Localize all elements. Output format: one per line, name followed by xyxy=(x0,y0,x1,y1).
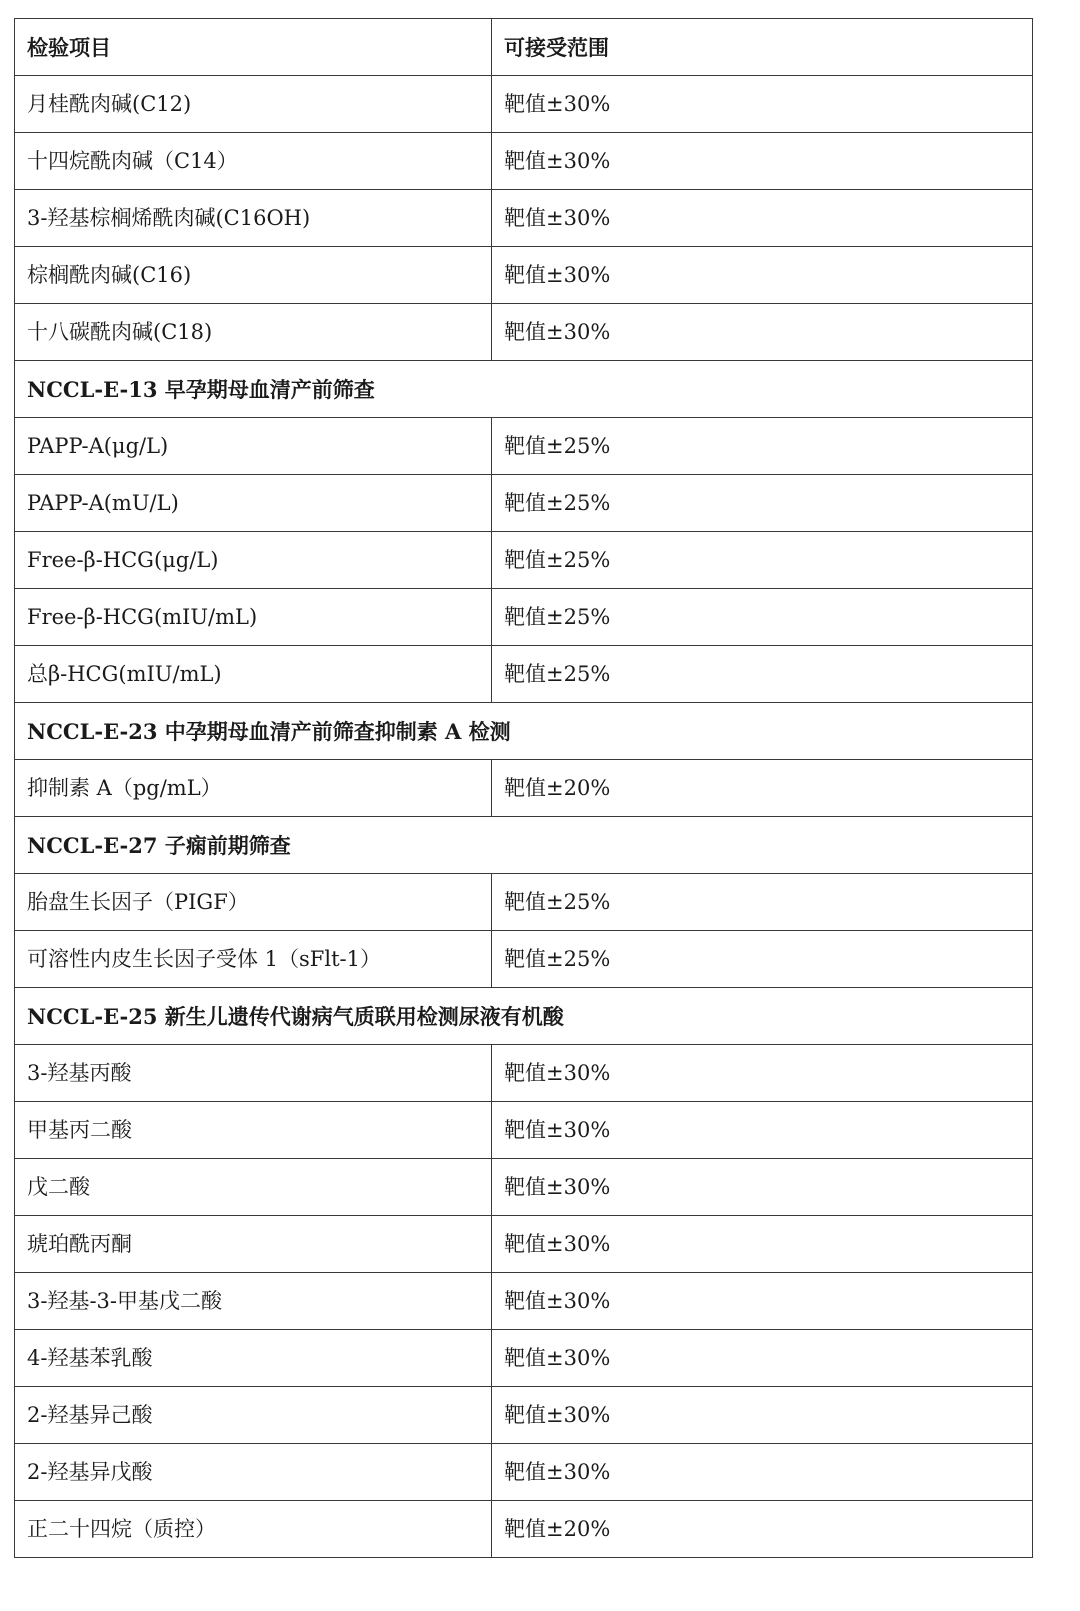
acceptable-range-cell: 靶值±30% xyxy=(492,1102,1033,1159)
acceptable-range-cell: 靶值±30% xyxy=(492,76,1033,133)
item-name-cell: 3-羟基丙酸 xyxy=(15,1045,492,1102)
item-name-cell: 月桂酰肉碱(C12) xyxy=(15,76,492,133)
section-row xyxy=(15,817,1033,874)
acceptable-range-cell: 靶值±30% xyxy=(492,1444,1033,1501)
table-row xyxy=(15,190,1033,247)
table-row xyxy=(15,874,1033,931)
section-title-cell: NCCL-E-25 新生儿遗传代谢病气质联用检测尿液有机酸 xyxy=(15,988,1033,1045)
item-name-cell: 戊二酸 xyxy=(15,1159,492,1216)
item-name-cell: 抑制素 A（pg/mL） xyxy=(15,760,492,817)
table-row xyxy=(15,418,1033,475)
table-row xyxy=(15,304,1033,361)
table-row xyxy=(15,1159,1033,1216)
acceptable-range-cell: 靶值±25% xyxy=(492,874,1033,931)
acceptable-range-cell: 靶值±30% xyxy=(492,1216,1033,1273)
acceptable-range-cell: 靶值±30% xyxy=(492,1387,1033,1444)
table-row xyxy=(15,1273,1033,1330)
item-name-cell: 可溶性内皮生长因子受体 1（sFlt-1） xyxy=(15,931,492,988)
acceptable-range-cell: 靶值±20% xyxy=(492,760,1033,817)
table-row xyxy=(15,646,1033,703)
item-name-cell: PAPP-A(mU/L) xyxy=(15,475,492,532)
table-row xyxy=(15,1045,1033,1102)
table-row xyxy=(15,76,1033,133)
section-title-cell: NCCL-E-13 早孕期母血清产前筛查 xyxy=(15,361,1033,418)
item-name-cell: Free-β-HCG(μg/L) xyxy=(15,532,492,589)
acceptable-range-cell: 靶值±30% xyxy=(492,1159,1033,1216)
acceptable-range-cell: 靶值±30% xyxy=(492,1330,1033,1387)
item-name-cell: 十四烷酰肉碱（C14） xyxy=(15,133,492,190)
acceptable-range-cell: 靶值±30% xyxy=(492,1273,1033,1330)
acceptable-range-cell: 靶值±25% xyxy=(492,646,1033,703)
acceptable-range-cell: 靶值±30% xyxy=(492,304,1033,361)
table-row xyxy=(15,1216,1033,1273)
acceptable-range-cell: 靶值±30% xyxy=(492,190,1033,247)
item-name-cell: 甲基丙二酸 xyxy=(15,1102,492,1159)
header-range-cell: 可接受范围 xyxy=(492,19,1033,76)
acceptable-range-cell: 靶值±30% xyxy=(492,247,1033,304)
acceptable-range-cell: 靶值±20% xyxy=(492,1501,1033,1558)
table-row xyxy=(15,1102,1033,1159)
acceptable-range-cell: 靶值±25% xyxy=(492,532,1033,589)
section-title-cell: NCCL-E-23 中孕期母血清产前筛查抑制素 A 检测 xyxy=(15,703,1033,760)
section-row xyxy=(15,361,1033,418)
acceptable-range-cell: 靶值±25% xyxy=(492,418,1033,475)
acceptable-range-cell: 靶值±30% xyxy=(492,1045,1033,1102)
item-name-cell: 3-羟基棕榈烯酰肉碱(C16OH) xyxy=(15,190,492,247)
section-row xyxy=(15,988,1033,1045)
item-name-cell: 2-羟基异戊酸 xyxy=(15,1444,492,1501)
table-row xyxy=(15,760,1033,817)
item-name-cell: PAPP-A(μg/L) xyxy=(15,418,492,475)
table-row xyxy=(15,247,1033,304)
item-name-cell: 胎盘生长因子（PIGF） xyxy=(15,874,492,931)
item-name-cell: 3-羟基-3-甲基戊二酸 xyxy=(15,1273,492,1330)
item-name-cell: 正二十四烷（质控） xyxy=(15,1501,492,1558)
item-name-cell: Free-β-HCG(mIU/mL) xyxy=(15,589,492,646)
table-row xyxy=(15,532,1033,589)
section-title-cell: NCCL-E-27 子痫前期筛查 xyxy=(15,817,1033,874)
table-header-row xyxy=(15,19,1033,76)
table-row xyxy=(15,133,1033,190)
header-item-cell: 检验项目 xyxy=(15,19,492,76)
acceptable-range-cell: 靶值±25% xyxy=(492,931,1033,988)
item-name-cell: 棕榈酰肉碱(C16) xyxy=(15,247,492,304)
section-row xyxy=(15,703,1033,760)
item-name-cell: 2-羟基异己酸 xyxy=(15,1387,492,1444)
item-name-cell: 十八碳酰肉碱(C18) xyxy=(15,304,492,361)
item-name-cell: 4-羟基苯乳酸 xyxy=(15,1330,492,1387)
table-body xyxy=(15,19,1033,1558)
table-row xyxy=(15,589,1033,646)
table-row xyxy=(15,475,1033,532)
acceptable-range-cell: 靶值±25% xyxy=(492,589,1033,646)
table-row xyxy=(15,1387,1033,1444)
item-name-cell: 总β-HCG(mIU/mL) xyxy=(15,646,492,703)
table-row xyxy=(15,1330,1033,1387)
table-row xyxy=(15,931,1033,988)
acceptable-range-cell: 靶值±30% xyxy=(492,133,1033,190)
item-name-cell: 琥珀酰丙酮 xyxy=(15,1216,492,1273)
table-row xyxy=(15,1501,1033,1558)
acceptable-range-cell: 靶值±25% xyxy=(492,475,1033,532)
table-row xyxy=(15,1444,1033,1501)
acceptance-range-table xyxy=(14,18,1033,1558)
